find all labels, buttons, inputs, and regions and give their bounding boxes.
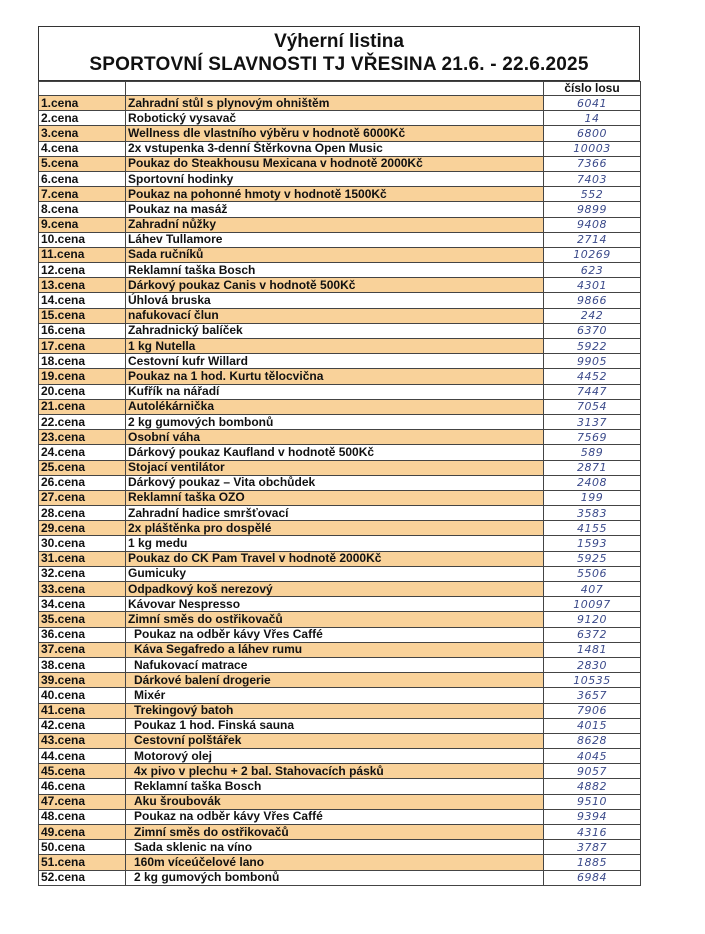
prize-description: Sada sklenic na víno: [126, 840, 544, 855]
ticket-number: 4155: [544, 521, 641, 536]
table-row: [39, 642, 641, 657]
table-row: [39, 384, 641, 399]
prize-description: 2x pláštěnka pro dospělé: [126, 521, 544, 536]
table-header-row: [39, 82, 641, 96]
table-row: [39, 445, 641, 460]
ticket-number: 3583: [544, 506, 641, 521]
prize-description: Zahradní nůžky: [126, 217, 544, 232]
ticket-number: 10269: [544, 247, 641, 262]
prize-description: Sportovní hodinky: [126, 171, 544, 186]
prize-description: Cestovní kufr Willard: [126, 354, 544, 369]
prize-description: Poukaz na masáž: [126, 202, 544, 217]
prize-rank: 33.cena: [39, 582, 126, 597]
prize-description: Reklamní taška Bosch: [126, 779, 544, 794]
prize-description: Odpadkový koš nerezový: [126, 582, 544, 597]
prize-rank: 17.cena: [39, 339, 126, 354]
prize-description: Gumicuky: [126, 566, 544, 581]
table-row: [39, 232, 641, 247]
ticket-number: 6800: [544, 126, 641, 141]
prize-rank: 31.cena: [39, 551, 126, 566]
ticket-number: 9905: [544, 354, 641, 369]
ticket-number: 9899: [544, 202, 641, 217]
table-row: [39, 354, 641, 369]
prize-rank: 6.cena: [39, 171, 126, 186]
prize-table: [38, 81, 641, 886]
prize-rank: 40.cena: [39, 688, 126, 703]
prize-description: Mixér: [126, 688, 544, 703]
ticket-number: 1885: [544, 855, 641, 870]
prize-rank: 8.cena: [39, 202, 126, 217]
prize-rank: 52.cena: [39, 870, 126, 885]
prize-rank: 2.cena: [39, 111, 126, 126]
table-row: [39, 263, 641, 278]
table-row: [39, 369, 641, 384]
prize-description: Wellness dle vlastního výběru v hodnotě 6000Kč: [126, 126, 544, 141]
table-row: [39, 202, 641, 217]
prize-description: Zahradnický balíček: [126, 323, 544, 338]
ticket-number: 6370: [544, 323, 641, 338]
ticket-number: 5506: [544, 566, 641, 581]
prize-rank: 14.cena: [39, 293, 126, 308]
ticket-number: 7447: [544, 384, 641, 399]
prize-rank: 27.cena: [39, 490, 126, 505]
prize-rank: 11.cena: [39, 247, 126, 262]
prize-rank: 25.cena: [39, 460, 126, 475]
prize-description: Kufřík na nářadí: [126, 384, 544, 399]
table-row: [39, 323, 641, 338]
table-row: [39, 733, 641, 748]
prize-rank: 48.cena: [39, 809, 126, 824]
prize-description: 1 kg medu: [126, 536, 544, 551]
ticket-number: 10535: [544, 673, 641, 688]
prize-rank: 47.cena: [39, 794, 126, 809]
table-row: [39, 627, 641, 642]
prize-rank: 23.cena: [39, 430, 126, 445]
ticket-number: 2830: [544, 657, 641, 672]
prize-rank: 41.cena: [39, 703, 126, 718]
ticket-number: 7403: [544, 171, 641, 186]
ticket-number: 9057: [544, 764, 641, 779]
prize-description: Reklamní taška OZO: [126, 490, 544, 505]
prize-rank: 4.cena: [39, 141, 126, 156]
prize-rank: 38.cena: [39, 657, 126, 672]
prize-rank: 42.cena: [39, 718, 126, 733]
prize-description: Cestovní polštářek: [126, 733, 544, 748]
ticket-number: 4015: [544, 718, 641, 733]
prize-description: Robotický vysavač: [126, 111, 544, 126]
table-row: [39, 126, 641, 141]
table-row: [39, 764, 641, 779]
prize-rank: 43.cena: [39, 733, 126, 748]
prize-rank: 13.cena: [39, 278, 126, 293]
ticket-number: 6372: [544, 627, 641, 642]
prize-rank: 10.cena: [39, 232, 126, 247]
prize-description: Zimní směs do ostřikovačů: [126, 612, 544, 627]
ticket-number: 8628: [544, 733, 641, 748]
table-row: [39, 855, 641, 870]
prize-description: Aku šroubovák: [126, 794, 544, 809]
prize-description: Kávovar Nespresso: [126, 597, 544, 612]
table-row: [39, 171, 641, 186]
table-row: [39, 825, 641, 840]
header-ticket-number: číslo losu: [544, 82, 641, 96]
prize-table-body: [39, 82, 641, 886]
title-box: [38, 26, 640, 81]
prize-rank: 3.cena: [39, 126, 126, 141]
table-row: [39, 308, 641, 323]
table-row: [39, 156, 641, 171]
ticket-number: 5925: [544, 551, 641, 566]
table-row: [39, 749, 641, 764]
table-row: [39, 414, 641, 429]
prize-rank: 51.cena: [39, 855, 126, 870]
ticket-number: 552: [544, 187, 641, 202]
prize-description: Zimní směs do ostřikovačů: [126, 825, 544, 840]
prize-description: Stojací ventilátor: [126, 460, 544, 475]
ticket-number: 3787: [544, 840, 641, 855]
prize-rank: 5.cena: [39, 156, 126, 171]
table-row: [39, 718, 641, 733]
prize-rank: 15.cena: [39, 308, 126, 323]
prize-description: Motorový olej: [126, 749, 544, 764]
table-row: [39, 688, 641, 703]
header-rank-cell: [39, 82, 126, 96]
prize-rank: 12.cena: [39, 263, 126, 278]
ticket-number: 4301: [544, 278, 641, 293]
prize-description: Poukaz do CK Pam Travel v hodnotě 2000Kč: [126, 551, 544, 566]
prize-rank: 21.cena: [39, 399, 126, 414]
prize-rank: 28.cena: [39, 506, 126, 521]
ticket-number: 10097: [544, 597, 641, 612]
table-row: [39, 657, 641, 672]
prize-rank: 35.cena: [39, 612, 126, 627]
ticket-number: 7054: [544, 399, 641, 414]
prize-description: Poukaz na odběr kávy Vřes Caffé: [126, 809, 544, 824]
prize-description: Poukaz na 1 hod. Kurtu tělocvična: [126, 369, 544, 384]
prize-rank: 20.cena: [39, 384, 126, 399]
prize-description: Poukaz na pohonné hmoty v hodnotě 1500Kč: [126, 187, 544, 202]
ticket-number: 2871: [544, 460, 641, 475]
prize-rank: 16.cena: [39, 323, 126, 338]
prize-description: Nafukovací matrace: [126, 657, 544, 672]
prize-rank: 34.cena: [39, 597, 126, 612]
prize-rank: 7.cena: [39, 187, 126, 202]
prize-description: Osobní váha: [126, 430, 544, 445]
prize-description: Dárkový poukaz – Vita obchůdek: [126, 475, 544, 490]
ticket-number: 4045: [544, 749, 641, 764]
prize-description: Zahradní stůl s plynovým ohništěm: [126, 96, 544, 111]
prize-description: Úhlová bruska: [126, 293, 544, 308]
prize-rank: 9.cena: [39, 217, 126, 232]
prize-description: Káva Segafredo a láhev rumu: [126, 642, 544, 657]
prize-description: Zahradní hadice smršťovací: [126, 506, 544, 521]
table-row: [39, 794, 641, 809]
ticket-number: 5922: [544, 339, 641, 354]
prize-description: Poukaz 1 hod. Finská sauna: [126, 718, 544, 733]
page-title: Výherní listina: [274, 31, 404, 52]
prize-rank: 24.cena: [39, 445, 126, 460]
prize-rank: 22.cena: [39, 414, 126, 429]
ticket-number: 2714: [544, 232, 641, 247]
ticket-number: 2408: [544, 475, 641, 490]
ticket-number: 9120: [544, 612, 641, 627]
prize-rank: 32.cena: [39, 566, 126, 581]
table-row: [39, 460, 641, 475]
table-row: [39, 551, 641, 566]
ticket-number: 589: [544, 445, 641, 460]
table-row: [39, 870, 641, 885]
ticket-number: 9510: [544, 794, 641, 809]
ticket-number: 4452: [544, 369, 641, 384]
table-row: [39, 521, 641, 536]
prize-rank: 44.cena: [39, 749, 126, 764]
prize-rank: 36.cena: [39, 627, 126, 642]
ticket-number: 10003: [544, 141, 641, 156]
prize-description: Láhev Tullamore: [126, 232, 544, 247]
ticket-number: 4882: [544, 779, 641, 794]
ticket-number: 14: [544, 111, 641, 126]
ticket-number: 3137: [544, 414, 641, 429]
prize-description: nafukovací člun: [126, 308, 544, 323]
header-prize-cell: [126, 82, 544, 96]
prize-rank: 18.cena: [39, 354, 126, 369]
table-row: [39, 536, 641, 551]
prize-rank: 30.cena: [39, 536, 126, 551]
prize-description: Dárkové balení drogerie: [126, 673, 544, 688]
table-row: [39, 293, 641, 308]
table-row: [39, 96, 641, 111]
prize-description: 2 kg gumových bombonů: [126, 414, 544, 429]
page-subtitle: SPORTOVNÍ SLAVNOSTI TJ VŘESINA 21.6. - 22.6.2025: [89, 54, 589, 75]
ticket-number: 7906: [544, 703, 641, 718]
table-row: [39, 430, 641, 445]
prize-description: Dárkový poukaz Kaufland v hodnotě 500Kč: [126, 445, 544, 460]
ticket-number: 407: [544, 582, 641, 597]
prize-rank: 1.cena: [39, 96, 126, 111]
prize-description: Poukaz na odběr kávy Vřes Caffé: [126, 627, 544, 642]
table-row: [39, 566, 641, 581]
prize-rank: 37.cena: [39, 642, 126, 657]
prize-rank: 39.cena: [39, 673, 126, 688]
table-row: [39, 779, 641, 794]
table-row: [39, 187, 641, 202]
table-row: [39, 399, 641, 414]
table-row: [39, 582, 641, 597]
prize-description: Trekingový batoh: [126, 703, 544, 718]
table-row: [39, 506, 641, 521]
ticket-number: 1593: [544, 536, 641, 551]
prize-list-sheet: [38, 26, 640, 886]
table-row: [39, 247, 641, 262]
table-row: [39, 673, 641, 688]
prize-description: Dárkový poukaz Canis v hodnotě 500Kč: [126, 278, 544, 293]
ticket-number: 3657: [544, 688, 641, 703]
table-row: [39, 703, 641, 718]
ticket-number: 4316: [544, 825, 641, 840]
prize-description: 1 kg Nutella: [126, 339, 544, 354]
prize-rank: 29.cena: [39, 521, 126, 536]
table-row: [39, 490, 641, 505]
prize-rank: 50.cena: [39, 840, 126, 855]
ticket-number: 7366: [544, 156, 641, 171]
prize-description: Autolékárnička: [126, 399, 544, 414]
table-row: [39, 339, 641, 354]
prize-description: 2 kg gumových bombonů: [126, 870, 544, 885]
prize-rank: 46.cena: [39, 779, 126, 794]
table-row: [39, 475, 641, 490]
table-row: [39, 809, 641, 824]
ticket-number: 242: [544, 308, 641, 323]
prize-description: Reklamní taška Bosch: [126, 263, 544, 278]
prize-rank: 49.cena: [39, 825, 126, 840]
table-row: [39, 141, 641, 156]
ticket-number: 623: [544, 263, 641, 278]
ticket-number: 199: [544, 490, 641, 505]
ticket-number: 9866: [544, 293, 641, 308]
table-row: [39, 612, 641, 627]
ticket-number: 1481: [544, 642, 641, 657]
table-row: [39, 111, 641, 126]
ticket-number: 6041: [544, 96, 641, 111]
prize-description: 4x pivo v plechu + 2 bal. Stahovacích pásků: [126, 764, 544, 779]
prize-description: 160m víceúčelové lano: [126, 855, 544, 870]
prize-description: Sada ručníků: [126, 247, 544, 262]
prize-description: 2x vstupenka 3-denní Štěrkovna Open Music: [126, 141, 544, 156]
table-row: [39, 217, 641, 232]
ticket-number: 9394: [544, 809, 641, 824]
prize-rank: 19.cena: [39, 369, 126, 384]
ticket-number: 9408: [544, 217, 641, 232]
table-row: [39, 278, 641, 293]
table-row: [39, 840, 641, 855]
ticket-number: 7569: [544, 430, 641, 445]
prize-rank: 26.cena: [39, 475, 126, 490]
prize-rank: 45.cena: [39, 764, 126, 779]
ticket-number: 6984: [544, 870, 641, 885]
prize-description: Poukaz do Steakhousu Mexicana v hodnotě 2000Kč: [126, 156, 544, 171]
table-row: [39, 597, 641, 612]
